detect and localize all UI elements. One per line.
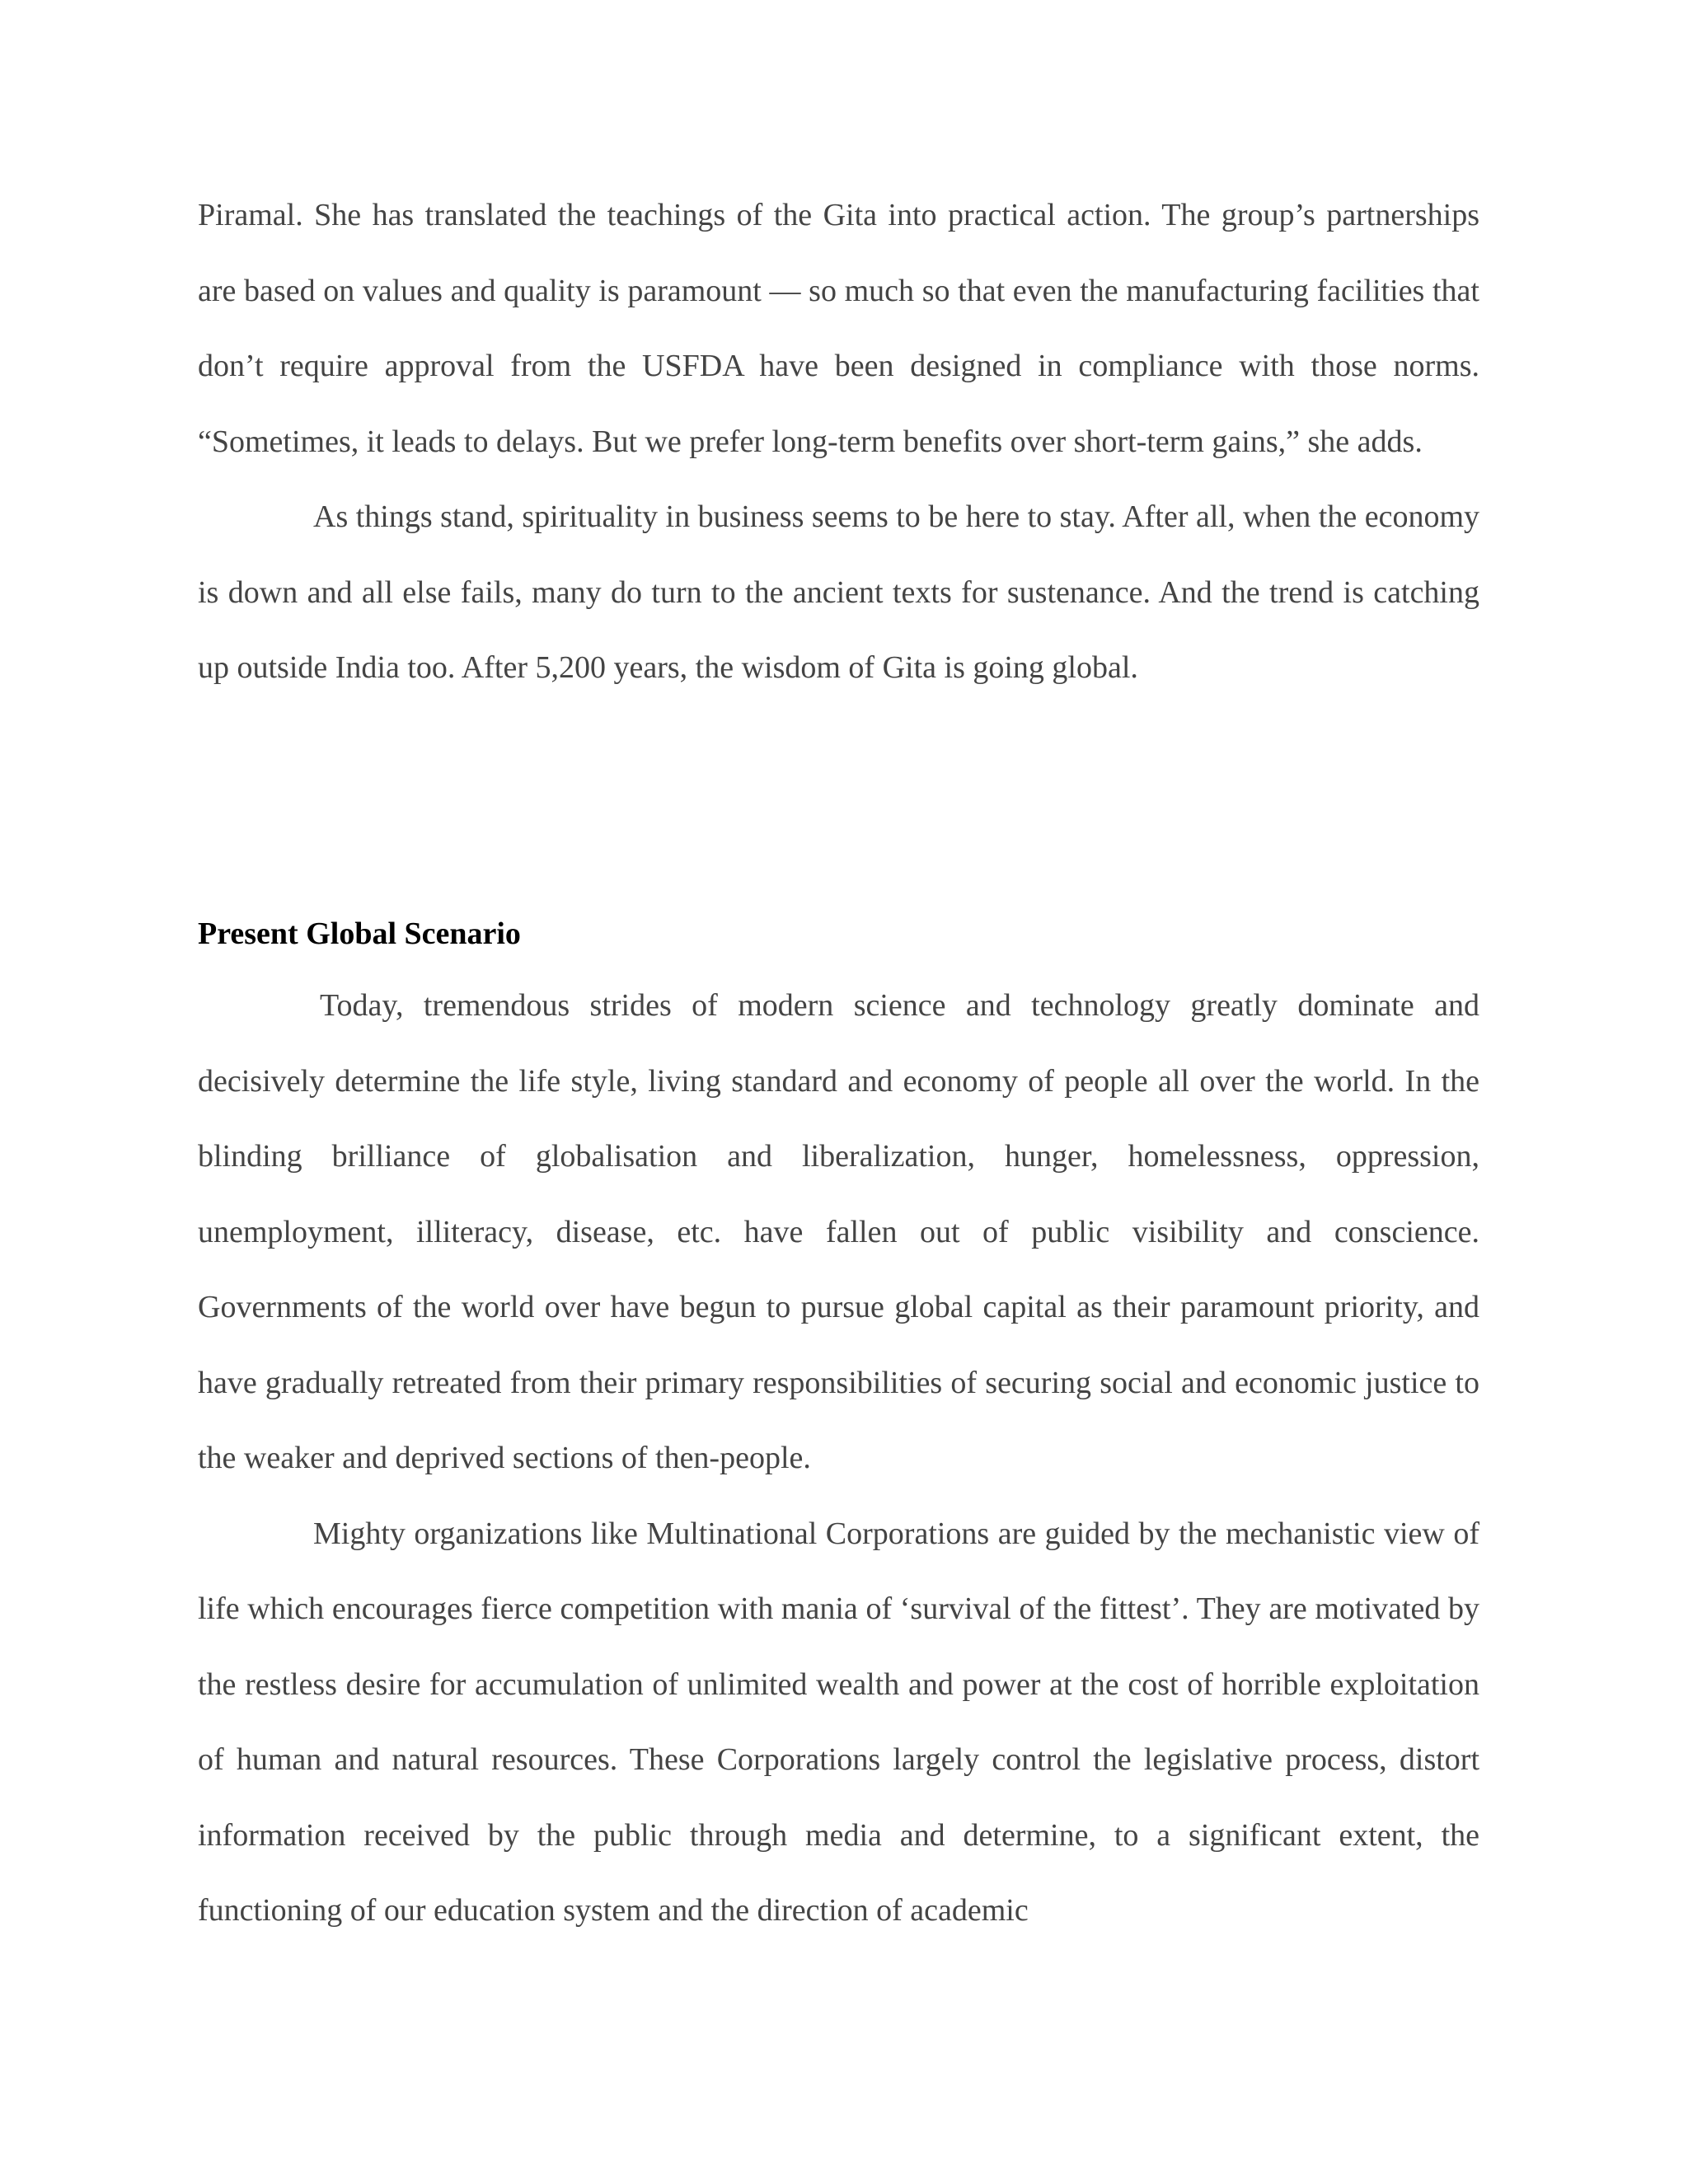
- body-text-top: [198, 178, 1479, 706]
- paragraph-spirituality: As things stand, spirituality in business seems to be here to stay. After all, when the economy is down and all else fails, many do turn to the ancient texts for sustenance. And the trend is catching up outside India too. After 5,200 years, the wisdom of Gita is going global.: [198, 499, 1479, 685]
- paragraph-continued: Piramal. She has translated the teachings of the Gita into practical action. The group’s partnerships are based on values and quality is paramount — so much so that even the manufacturing facilities that don’t require approval from the USFDA have been designed in compliance with those norms. “Sometimes, it leads to delays. But we prefer long-term benefits over short-term gains,” she adds.: [198, 198, 1479, 459]
- paragraph-today: Today, tremendous strides of modern science and technology greatly dominate and decisively determine the life style, living standard and economy of people all over the world. In the blinding brilliance of globalisation and liberalization, hunger, homelessness, oppression, unemployment, illiteracy, disease, etc. have fallen out of public visibility and conscience. Governments of the world over have begun to pursue global capital as their paramount priority, and have gradually retreated from their primary responsibilities of securing social and economic justice to the weaker and deprived sections of then-people.: [198, 988, 1479, 1475]
- section-heading: Present Global Scenario: [198, 916, 521, 951]
- paragraph-corporations: Mighty organizations like Multinational Corporations are guided by the mechanistic view of life which encourages fierce competition with mania of ‘survival of the fittest’. They are motivated by the restless desire for accumulation of unlimited wealth and power at the cost of horrible exploitation of human and natural resources. These Corporations largely control the legislative process, distort information received by the public through media and determine, to a significant extent, the functioning of our education system and the direction of academic: [198, 1516, 1479, 1928]
- body-text-section: [198, 968, 1479, 1949]
